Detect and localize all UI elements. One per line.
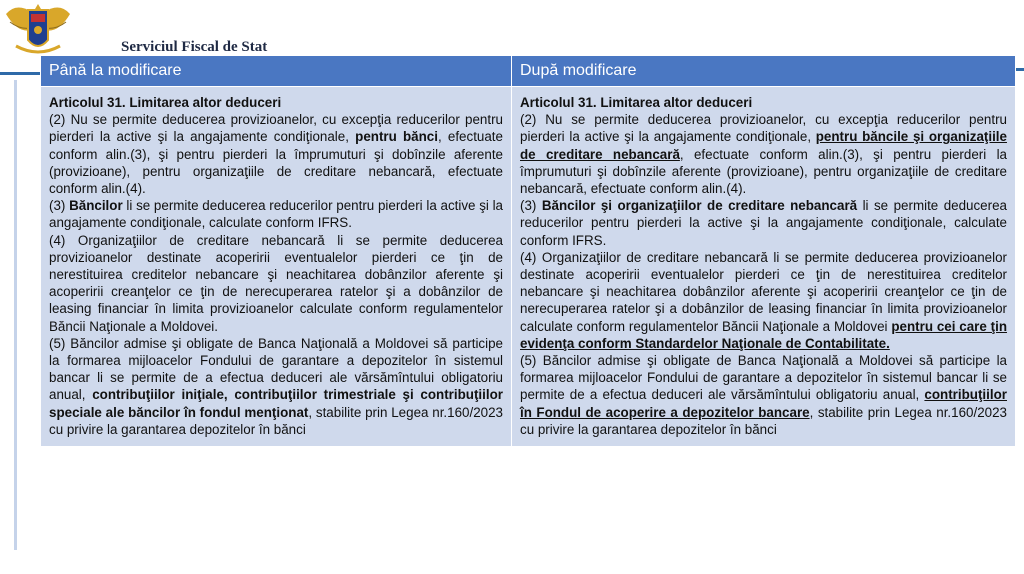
article-title: Articolul 31. Limitarea altor deduceri	[49, 95, 282, 110]
paragraph-3	[49, 197, 503, 231]
bold-text: Băncilor	[69, 198, 123, 214]
bold-underlined-text: pentru cei care ţin evidenţa conform Standardelor Naţionale de Contabilitate.	[520, 318, 1007, 351]
paragraph-5	[49, 335, 503, 438]
text-span: (4) Organizaţiilor de creditare nebancară li se permite deducerea provizioanelor destinate acoperirii eventualelor pierderi ce ţin de nerestituirea creditelor nebancare şi neachitarea dobânzilor aferente şi acoperirii creanţelor ce ţin de nerecuperarea ratelor şi a dobânzilor de leasing financiar în limita provizioanelor calculate conform regulamentelor Băncii Naţionale a Moldovei	[520, 249, 1007, 334]
text-span: (2) Nu se permite deducerea provizioanelor, cu excepţia reducerilor pentru pierderi la active şi la angajamente condiţionale,	[49, 112, 503, 145]
text-span: , stabilite prin Legea nr.160/2023 cu privire la garantarea depozitelor în bănci	[49, 404, 504, 437]
text-span: (3)	[49, 198, 70, 214]
header-divider-right	[1016, 68, 1024, 71]
state-emblem-logo	[2, 0, 74, 62]
paragraph-2	[520, 111, 1007, 197]
bold-text: Băncilor şi organizaţiilor de creditare nebancară	[541, 198, 858, 214]
header-divider-left	[0, 72, 40, 75]
text-span: li se permite deducerea reducerilor pentru pierderi la active şi la angajamente condiţionale, calculate conform IFRS.	[49, 198, 504, 231]
bold-underlined-text: contribuţiilor în Fondul de acoperire a depozitelor bancare	[520, 387, 1007, 420]
column-header-before: Până la modificare	[41, 56, 512, 87]
table-row	[41, 87, 1016, 447]
bold-text: pentru bănci	[355, 129, 438, 145]
cell-after	[512, 87, 1016, 447]
comparison-table	[40, 55, 1016, 447]
side-accent-bar	[14, 80, 17, 550]
paragraph-3	[520, 197, 1007, 249]
paragraph-4	[520, 249, 1007, 352]
paragraph-2	[49, 111, 503, 197]
text-span: (5) Băncilor admise şi obligate de Banca Naţională a Moldovei să participe la formarea mijloacelor Fondului de garantare a depozitelor în sistemul bancar li se permite de a efectua deduceri ale vărsămîntului obligatoriu anual,	[520, 353, 1007, 403]
table-header-row	[41, 56, 1016, 87]
organization-name: Serviciul Fiscal de Stat	[121, 39, 268, 55]
text-span: (5) Băncilor admise şi obligate de Banca Naţională a Moldovei să participe la formarea mijloacelor Fondului de garantare a depozitelor în sistemul bancar li se permite de a efectua deduceri ale vărsămîntului obligatoriu anual,	[49, 335, 503, 403]
paragraph-5	[520, 352, 1007, 438]
text-span: (3)	[520, 198, 542, 214]
column-header-after: După modificare	[512, 56, 1016, 87]
article-title: Articolul 31. Limitarea altor deduceri	[520, 95, 753, 110]
text-span: (2) Nu se permite deducerea provizioanelor, cu excepţia reducerilor pentru pierderi la active şi la angajamente condiţionale,	[520, 112, 1007, 145]
cell-before	[41, 87, 512, 447]
text-span: li se permite deducerea reducerilor pentru pierderi la active şi la angajamente condiţionale, calculate conform IFRS.	[520, 198, 1007, 248]
bold-underlined-text: pentru băncile şi organizaţiile de creditare nebancară	[520, 129, 1007, 162]
paragraph-4: (4) Organizaţiilor de creditare nebancară li se permite deducerea provizioanelor destinate acoperirii eventualelor pierderi ce ţin de nerestituirea creditelor nebancare şi neachitarea dobânzilor aferente şi acoperirii creanţelor ce ţin de nerecuperarea ratelor şi a dobânzilor de leasing financiar în limita provizioanelor calculate conform regulamentelor Băncii Naţionale a Moldovei.	[49, 232, 503, 334]
text-span: , efectuate conform alin.(3), şi pentru pierderi la împrumuturi şi dobînzile aferente (provizioane), pentru organizaţiile de creditare nebancară, efectuate conform alin.(4).	[520, 146, 1007, 197]
text-span: , stabilite prin Legea nr.160/2023 cu privire la garantarea depozitelor în bănci	[520, 404, 1007, 437]
text-span: , efectuate conform alin.(3), şi pentru pierderi la împrumuturi şi dobînzile aferente (provizioane), pentru organizaţiile de creditare nebancară, efectuate conform alin.(4).	[49, 129, 503, 197]
bold-text: contribuţiilor iniţiale, contribuţiilor trimestriale şi contribuţiilor speciale ale băncilor în fondul menţionat	[49, 387, 503, 420]
